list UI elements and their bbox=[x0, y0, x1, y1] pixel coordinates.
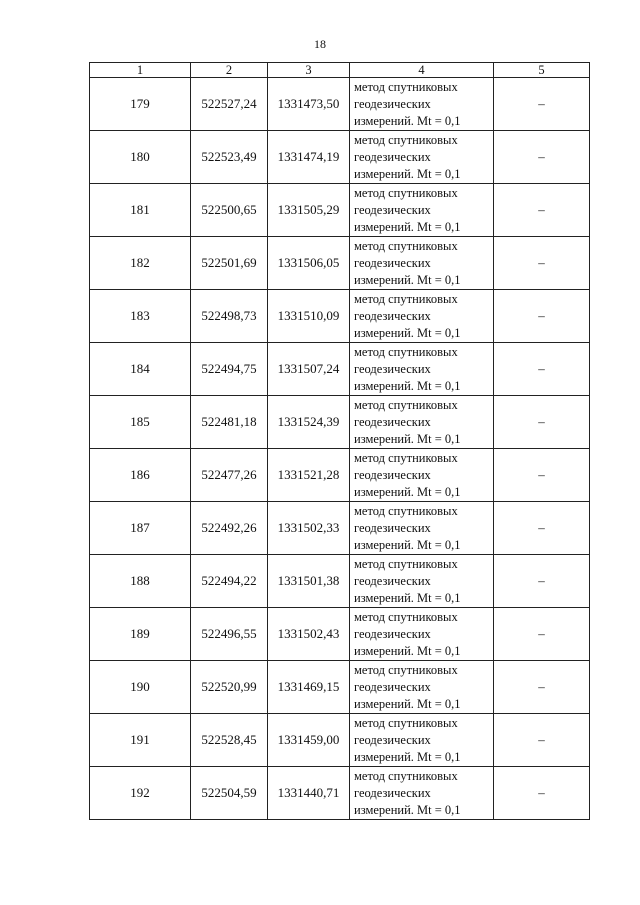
method-text-line: геодезических bbox=[354, 414, 431, 429]
note-cell: – bbox=[494, 714, 590, 767]
coordinate-x-cell: 522477,26 bbox=[191, 449, 268, 502]
method-cell bbox=[350, 131, 494, 184]
point-number-cell: 191 bbox=[90, 714, 191, 767]
method-text-line: метод спутниковых bbox=[354, 291, 458, 306]
point-number-cell: 192 bbox=[90, 767, 191, 820]
table-row bbox=[90, 131, 590, 184]
coordinate-y-cell: 1331510,09 bbox=[268, 290, 350, 343]
method-text-line: геодезических bbox=[354, 520, 431, 535]
method-text-line: геодезических bbox=[354, 679, 431, 694]
table-row bbox=[90, 343, 590, 396]
table-body bbox=[90, 78, 590, 820]
table-row bbox=[90, 714, 590, 767]
method-text-line: метод спутниковых bbox=[354, 397, 458, 412]
point-number-cell: 190 bbox=[90, 661, 191, 714]
coordinate-y-cell: 1331506,05 bbox=[268, 237, 350, 290]
note-cell: – bbox=[494, 290, 590, 343]
table-row bbox=[90, 78, 590, 131]
header-col-1: 1 bbox=[90, 63, 191, 78]
method-text-line: измерений. Mt = 0,1 bbox=[354, 325, 461, 340]
note-cell: – bbox=[494, 131, 590, 184]
method-text-line: метод спутниковых bbox=[354, 609, 458, 624]
table-row bbox=[90, 290, 590, 343]
method-text-line: измерений. Mt = 0,1 bbox=[354, 219, 461, 234]
coordinate-x-cell: 522501,69 bbox=[191, 237, 268, 290]
point-number-cell: 188 bbox=[90, 555, 191, 608]
method-cell bbox=[350, 237, 494, 290]
coordinate-y-cell: 1331469,15 bbox=[268, 661, 350, 714]
point-number-cell: 183 bbox=[90, 290, 191, 343]
coordinate-y-cell: 1331440,71 bbox=[268, 767, 350, 820]
method-text-line: измерений. Mt = 0,1 bbox=[354, 802, 461, 817]
table-header bbox=[90, 63, 590, 78]
table-row bbox=[90, 608, 590, 661]
coordinate-y-cell: 1331521,28 bbox=[268, 449, 350, 502]
table-row bbox=[90, 237, 590, 290]
coordinate-y-cell: 1331524,39 bbox=[268, 396, 350, 449]
method-text-line: измерений. Mt = 0,1 bbox=[354, 590, 461, 605]
coordinate-y-cell: 1331501,38 bbox=[268, 555, 350, 608]
coordinate-x-cell: 522494,22 bbox=[191, 555, 268, 608]
point-number-cell: 189 bbox=[90, 608, 191, 661]
point-number-cell: 182 bbox=[90, 237, 191, 290]
coordinate-x-cell: 522523,49 bbox=[191, 131, 268, 184]
point-number-cell: 186 bbox=[90, 449, 191, 502]
method-text-line: метод спутниковых bbox=[354, 185, 458, 200]
method-text-line: метод спутниковых bbox=[354, 79, 458, 94]
coordinate-y-cell: 1331474,19 bbox=[268, 131, 350, 184]
method-cell bbox=[350, 396, 494, 449]
header-col-2: 2 bbox=[191, 63, 268, 78]
coordinate-x-cell: 522498,73 bbox=[191, 290, 268, 343]
method-cell bbox=[350, 608, 494, 661]
method-text-line: геодезических bbox=[354, 96, 431, 111]
point-number-cell: 185 bbox=[90, 396, 191, 449]
note-cell: – bbox=[494, 343, 590, 396]
method-text-line: геодезических bbox=[354, 573, 431, 588]
method-cell bbox=[350, 714, 494, 767]
header-col-3: 3 bbox=[268, 63, 350, 78]
method-text-line: измерений. Mt = 0,1 bbox=[354, 431, 461, 446]
point-number-cell: 179 bbox=[90, 78, 191, 131]
note-cell: – bbox=[494, 396, 590, 449]
method-text-line: метод спутниковых bbox=[354, 715, 458, 730]
method-cell bbox=[350, 555, 494, 608]
note-cell: – bbox=[494, 184, 590, 237]
coordinate-x-cell: 522500,65 bbox=[191, 184, 268, 237]
table-row bbox=[90, 661, 590, 714]
note-cell: – bbox=[494, 555, 590, 608]
method-text-line: геодезических bbox=[354, 149, 431, 164]
table-row bbox=[90, 555, 590, 608]
point-number-cell: 181 bbox=[90, 184, 191, 237]
method-text-line: измерений. Mt = 0,1 bbox=[354, 378, 461, 393]
method-text-line: измерений. Mt = 0,1 bbox=[354, 537, 461, 552]
method-text-line: измерений. Mt = 0,1 bbox=[354, 643, 461, 658]
method-cell bbox=[350, 184, 494, 237]
header-col-4: 4 bbox=[350, 63, 494, 78]
method-text-line: геодезических bbox=[354, 467, 431, 482]
note-cell: – bbox=[494, 237, 590, 290]
method-text-line: метод спутниковых bbox=[354, 556, 458, 571]
coordinate-x-cell: 522520,99 bbox=[191, 661, 268, 714]
note-cell: – bbox=[494, 608, 590, 661]
coordinate-y-cell: 1331505,29 bbox=[268, 184, 350, 237]
coordinate-y-cell: 1331459,00 bbox=[268, 714, 350, 767]
method-text-line: геодезических bbox=[354, 202, 431, 217]
note-cell: – bbox=[494, 502, 590, 555]
note-cell: – bbox=[494, 661, 590, 714]
note-cell: – bbox=[494, 449, 590, 502]
method-cell bbox=[350, 343, 494, 396]
coordinate-x-cell: 522504,59 bbox=[191, 767, 268, 820]
coordinate-x-cell: 522528,45 bbox=[191, 714, 268, 767]
coordinate-y-cell: 1331502,43 bbox=[268, 608, 350, 661]
method-cell bbox=[350, 78, 494, 131]
method-text-line: измерений. Mt = 0,1 bbox=[354, 749, 461, 764]
method-text-line: геодезических bbox=[354, 626, 431, 641]
method-text-line: геодезических bbox=[354, 785, 431, 800]
coordinate-x-cell: 522496,55 bbox=[191, 608, 268, 661]
table-row bbox=[90, 396, 590, 449]
coordinates-table bbox=[89, 62, 590, 820]
method-cell bbox=[350, 767, 494, 820]
method-text-line: геодезических bbox=[354, 308, 431, 323]
method-cell bbox=[350, 449, 494, 502]
method-text-line: метод спутниковых bbox=[354, 662, 458, 677]
coordinate-x-cell: 522492,26 bbox=[191, 502, 268, 555]
table-row bbox=[90, 184, 590, 237]
point-number-cell: 184 bbox=[90, 343, 191, 396]
note-cell: – bbox=[494, 78, 590, 131]
coordinate-x-cell: 522494,75 bbox=[191, 343, 268, 396]
method-text-line: измерений. Mt = 0,1 bbox=[354, 166, 461, 181]
method-text-line: метод спутниковых bbox=[354, 450, 458, 465]
method-text-line: метод спутниковых bbox=[354, 344, 458, 359]
header-col-5: 5 bbox=[494, 63, 590, 78]
method-cell bbox=[350, 290, 494, 343]
coordinate-x-cell: 522527,24 bbox=[191, 78, 268, 131]
method-text-line: измерений. Mt = 0,1 bbox=[354, 484, 461, 499]
coordinate-y-cell: 1331507,24 bbox=[268, 343, 350, 396]
method-text-line: измерений. Mt = 0,1 bbox=[354, 696, 461, 711]
point-number-cell: 180 bbox=[90, 131, 191, 184]
coordinate-y-cell: 1331502,33 bbox=[268, 502, 350, 555]
coordinate-y-cell: 1331473,50 bbox=[268, 78, 350, 131]
method-text-line: геодезических bbox=[354, 732, 431, 747]
method-cell bbox=[350, 502, 494, 555]
coordinate-x-cell: 522481,18 bbox=[191, 396, 268, 449]
table-row bbox=[90, 767, 590, 820]
point-number-cell: 187 bbox=[90, 502, 191, 555]
header-row bbox=[90, 63, 590, 78]
method-text-line: измерений. Mt = 0,1 bbox=[354, 113, 461, 128]
method-text-line: метод спутниковых bbox=[354, 238, 458, 253]
table-row bbox=[90, 502, 590, 555]
method-text-line: метод спутниковых bbox=[354, 503, 458, 518]
page-number: 18 bbox=[314, 37, 326, 51]
method-text-line: метод спутниковых bbox=[354, 132, 458, 147]
method-text-line: метод спутниковых bbox=[354, 768, 458, 783]
note-cell: – bbox=[494, 767, 590, 820]
method-text-line: геодезических bbox=[354, 361, 431, 376]
method-cell bbox=[350, 661, 494, 714]
table-row bbox=[90, 449, 590, 502]
method-text-line: геодезических bbox=[354, 255, 431, 270]
method-text-line: измерений. Mt = 0,1 bbox=[354, 272, 461, 287]
